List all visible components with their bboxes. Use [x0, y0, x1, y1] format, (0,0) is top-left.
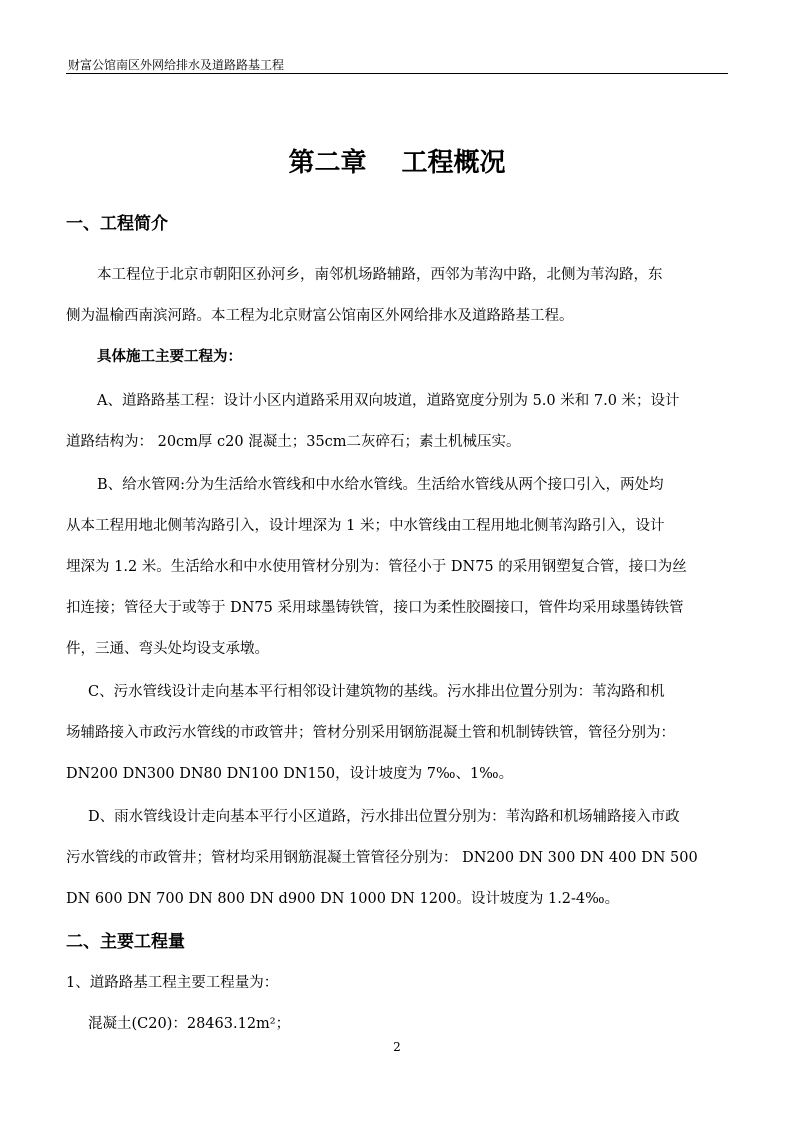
paragraph-line: 场辅路接入市政污水管线的市政管井；管材分别采用钢筋混凝土管和机制铸铁管，管径分别为： — [66, 725, 675, 741]
paragraph-line: 1、道路路基工程主要工程量为： — [66, 975, 279, 991]
running-header: 财富公馆南区外网给排水及道路路基工程 — [68, 58, 285, 72]
paragraph-line: 道路结构为： 20cm厚 c20 混凝土；35cm二灰碎石；素土机械压实。 — [66, 434, 521, 450]
chapter-title: 第二章 工程概况 — [288, 148, 506, 178]
paragraph-line: C、污水管线设计走向基本平行相邻设计建筑物的基线。污水排出位置分别为：苇沟路和机 — [88, 684, 665, 700]
subheading-main-works: 具体施工主要工程为： — [97, 348, 242, 365]
section-heading-quantities: 二、主要工程量 — [66, 932, 185, 952]
page-number: 2 — [393, 1040, 401, 1054]
section-heading-overview: 一、工程简介 — [66, 214, 168, 234]
paragraph-line: 件，三通、弯头处均设支承墩。 — [66, 641, 269, 657]
paragraph-line: 本工程位于北京市朝阳区孙河乡，南邻机场路辅路，西邻为苇沟中路，北侧为苇沟路，东 — [97, 267, 663, 283]
paragraph-line: B、给水管网:分为生活给水管线和中水给水管线。生活给水管线从两个接口引入，两处均 — [97, 477, 664, 493]
paragraph-line: DN200 DN300 DN80 DN100 DN150，设计坡度为 7‰、1‰。 — [66, 766, 514, 782]
header-divider — [66, 73, 728, 74]
paragraph-line: DN 600 DN 700 DN 800 DN d900 DN 1000 DN 1200。设计坡度为 1.2-4‰。 — [66, 891, 620, 907]
paragraph-line: D、雨水管线设计走向基本平行小区道路，污水排出位置分别为：苇沟路和机场辅路接入市政 — [88, 809, 680, 825]
paragraph-line: 从本工程用地北侧苇沟路引入，设计埋深为 1 米；中水管线由工程用地北侧苇沟路引入，设计 — [66, 518, 665, 534]
paragraph-line: 扣连接；管径大于或等于 DN75 采用球墨铸铁管，接口为柔性胶圈接口，管件均采用球墨铸铁管 — [66, 600, 684, 616]
paragraph-line: A、道路路基工程：设计小区内道路采用双向坡道，道路宽度分别为 5.0 米和 7.0 米；设计 — [97, 393, 680, 409]
paragraph-line: 污水管线的市政管井；管材均采用钢筋混凝土管管径分别为： DN200 DN 300 DN 400 DN 500 — [66, 850, 698, 866]
paragraph-line: 埋深为 1.2 米。生活给水和中水使用管材分别为：管径小于 DN75 的采用钢塑复合管，接口为丝 — [66, 559, 687, 575]
paragraph-line: 混凝土(C20)：28463.12m²； — [88, 1016, 291, 1032]
paragraph-line: 侧为温榆西南滨河路。本工程为北京财富公馆南区外网给排水及道路路基工程。 — [66, 308, 574, 324]
